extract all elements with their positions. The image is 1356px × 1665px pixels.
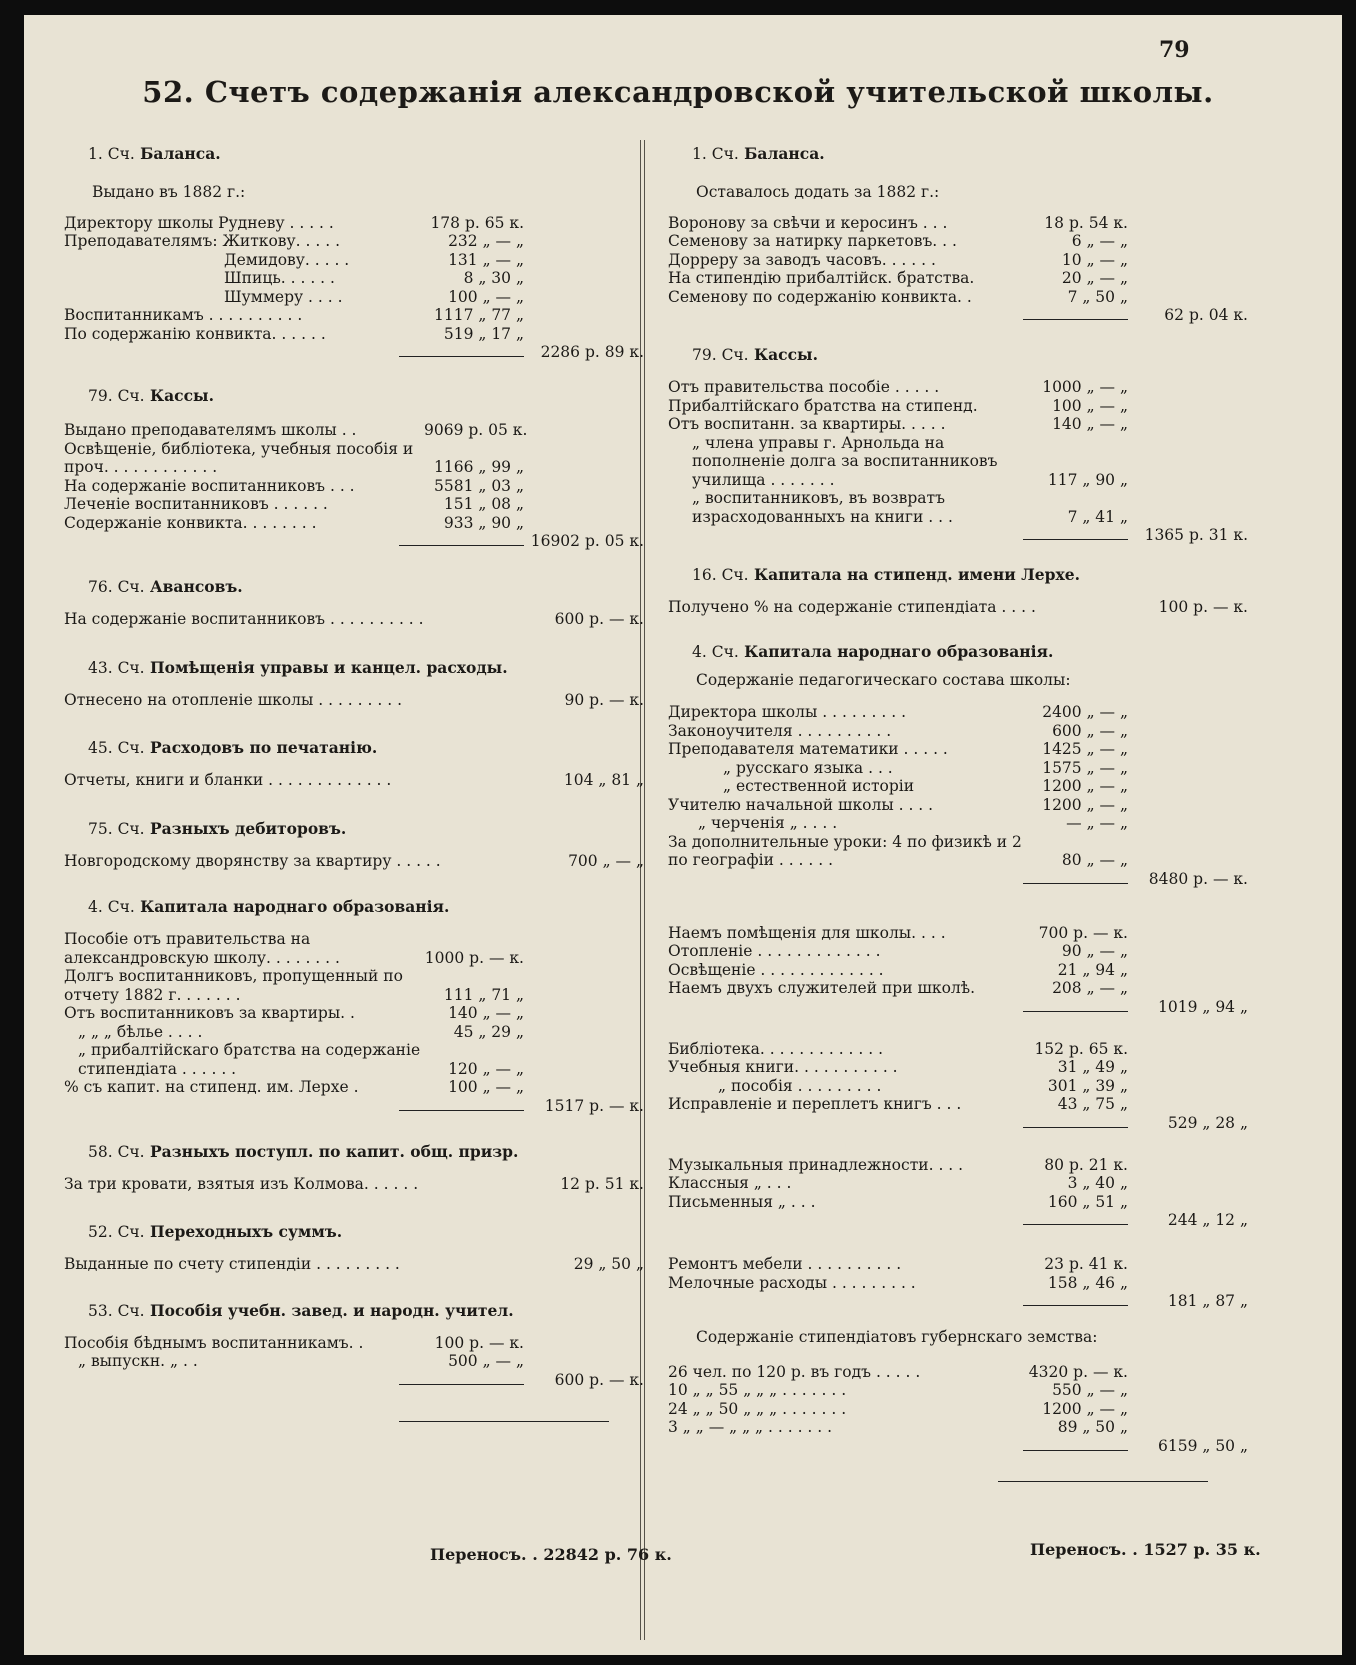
section-heading: 76. Сч. Авансовъ. (88, 577, 243, 596)
ledger-row: Законоучителя . . . . . . . . . . 600 „ — „ (668, 721, 1128, 740)
left-section-transit (64, 1223, 644, 1274)
carry-rule (399, 1421, 609, 1422)
subtotal-row (668, 1292, 1248, 1312)
right-section-cash (668, 346, 1248, 546)
ledger-row: Мелочные расходы . . . . . . . . . 158 „ 46 „ (668, 1273, 1128, 1292)
subtotal-row (668, 1114, 1248, 1134)
ledger-row: Прибалтійскаго братства на стипенд. 100 „ — „ (668, 396, 1128, 415)
ledger-row: Шпиць. . . . . . 8 „ 30 „ (224, 269, 524, 287)
subtotal: 529 „ 28 „ (1167, 1113, 1248, 1132)
ledger-row: Наемъ двухъ служителей при школѣ. 208 „ — „ (668, 979, 1128, 997)
ledger-row: Отчеты, книги и бланки . . . . . . . . . . . . . 104 „ 81 „ (64, 771, 644, 789)
ledger-row: Музыкальныя принадлежности. . . . 80 р. 21 к. (668, 1155, 1128, 1174)
ledger-row: Классныя „ . . . 3 „ 40 „ (668, 1174, 1128, 1192)
section-heading: 58. Сч. Разныхъ поступл. по капит. общ. призр. (88, 1141, 519, 1161)
ledger-row: Выдано преподавателямъ школы . . 9069 р. 05 к. (64, 421, 528, 439)
ledger-row: 3 „ „ — „ „ „ . . . . . . . 89 „ 50 „ (668, 1418, 1128, 1436)
right-section-education-capital (668, 643, 1248, 1457)
section-heading: 52. Сч. Переходныхъ суммъ. (88, 1222, 343, 1241)
ledger-row: Долгъ воспитанниковъ, пропущенный по отчету 1882 г. . . . . . . 111 „ 71 „ (64, 967, 524, 1004)
ledger-row: „ выпускн. „ . . 500 „ — „ (78, 1352, 524, 1370)
left-section-balance (64, 145, 644, 363)
section-total: 2286 р. 89 к. (540, 343, 644, 361)
ledger-row: „ „ „ бѣлье . . . . 45 „ 29 „ (78, 1022, 524, 1041)
subtotal: 6159 „ 50 „ (1157, 1436, 1248, 1455)
ledger-row: Отнесено на отопленіе школы . . . . . . . . . 90 р. — к. (64, 690, 644, 709)
left-section-debtors (64, 820, 644, 871)
right-section-balance (668, 145, 1248, 326)
ledger-row: Воронову за свѣчи и керосинъ . . . 18 р. 54 к. (668, 213, 1128, 232)
left-carry-forward: Переносъ. . 22842 р. 76 к. (430, 1545, 672, 1564)
section-heading: 16. Сч. Капитала на стипенд. имени Лерхе. (692, 565, 1080, 584)
right-column (668, 145, 1248, 1482)
section-total: 600 р. — к. (554, 1370, 644, 1389)
ledger-row: За дополнительные уроки: 4 по физикѣ и 2 по географіи . . . . . . 80 „ — „ (668, 832, 1128, 869)
section-total-row (64, 532, 644, 552)
ledger-row: 26 чел. по 120 р. въ годъ . . . . . 4320 р. — к. (668, 1362, 1128, 1381)
section-total-row (64, 343, 644, 363)
subtotal-row (668, 1437, 1248, 1457)
ledger-row: Исправленіе и переплетъ книгъ . . . 43 „ 75 „ (668, 1095, 1128, 1113)
subtotal-row (668, 1211, 1248, 1231)
section-total-row (64, 1097, 644, 1117)
ledger-row: „ воспитанниковъ, въ возвратъ израсходованныхъ на книги . . . 7 „ 41 „ (692, 489, 1128, 526)
ledger-row: Пособія бѣднымъ воспитанникамъ. . 100 р. — к. (64, 1333, 524, 1352)
section-heading: 43. Сч. Помѣщенія управы и канцел. расходы. (88, 657, 508, 677)
subtotal-row (668, 870, 1248, 890)
section-heading: 45. Сч. Расходовъ по печатанію. (88, 738, 378, 757)
section-total: 62 р. 04 к. (1164, 306, 1248, 324)
ledger-row: Преподавателямъ: Житкову. . . . . 232 „ — „ (64, 232, 524, 250)
left-section-grants (64, 1302, 644, 1391)
ledger-row: Демидову. . . . . 131 „ — „ (224, 250, 524, 269)
section-total-row (668, 306, 1248, 326)
section-heading: 75. Сч. Разныхъ дебиторовъ. (88, 818, 347, 838)
ledger-row: Освѣщеніе, библіотека, учебныя пособія и проч. . . . . . . . . . . . 1166 „ 99 „ (64, 439, 524, 476)
left-section-printing (64, 739, 644, 790)
ledger-row: Отъ воспитанниковъ за квартиры. . 140 „ — „ (64, 1004, 524, 1022)
left-section-education-capital (64, 898, 644, 1117)
section-heading: 1. Сч. Баланса. (88, 144, 221, 163)
ledger-row: Дорреру за заводъ часовъ. . . . . . 10 „ — „ (668, 250, 1128, 269)
ledger-row: Библіотека. . . . . . . . . . . . . 152 р. 65 к. (668, 1039, 1128, 1058)
right-carry-forward: Переносъ. . 1527 р. 35 к. (1030, 1540, 1261, 1559)
ledger-row: Наемъ помѣщенія для школы. . . . 700 р. — к. (668, 923, 1128, 942)
section-total: 16902 р. 05 к. (530, 532, 644, 550)
left-section-welfare (64, 1143, 644, 1194)
ledger-row: Отъ воспитанн. за квартиры. . . . . 140 „ — „ (668, 415, 1128, 433)
ledger-row: Письменныя „ . . . 160 „ 51 „ (668, 1192, 1128, 1211)
ledger-row: „ члена управы г. Арнольда на пополненіе долга за воспитанниковъ училища . . . . . . . 117 „ 90 „ (692, 433, 1128, 489)
subtotal: 8480 р. — к. (1148, 869, 1248, 888)
section-subheading: Оставалось додать за 1882 г.: (696, 183, 940, 201)
ledger-row: „ пособія . . . . . . . . . 301 „ 39 „ (718, 1076, 1128, 1095)
ledger-row: 10 „ „ 55 „ „ „ . . . . . . . 550 „ — „ (668, 1381, 1128, 1399)
ledger-row: Директора школы . . . . . . . . . 2400 „ — „ (668, 703, 1128, 721)
ledger-row: Выданные по счету стипендіи . . . . . . . . . 29 „ 50 „ (64, 1255, 644, 1273)
ledger-row: Учебныя книги. . . . . . . . . . . 31 „ 49 „ (668, 1058, 1128, 1076)
left-section-cash (64, 387, 644, 552)
ledger-row: Семенову за натирку паркетовъ. . . 6 „ — „ (668, 232, 1128, 250)
section-heading: 1. Сч. Баланса. (692, 144, 825, 163)
section-total: 1517 р. — к. (544, 1096, 644, 1115)
subtotal-row (668, 998, 1248, 1018)
ledger-row: „ черченія „ . . . . — „ — „ (698, 814, 1128, 832)
section-subheading: Выдано въ 1882 г.: (92, 183, 246, 201)
left-section-premises (64, 659, 644, 710)
ledger-row: На содержаніе воспитанниковъ . . . 5581 „ 03 „ (64, 476, 524, 495)
section-heading: 79. Сч. Кассы. (692, 345, 818, 364)
section-total-row (668, 526, 1248, 546)
ledger-row: Новгородскому дворянству за квартиру . . . . . 700 „ — „ (64, 851, 644, 870)
section-heading: 4. Сч. Капитала народнаго образованія. (88, 897, 450, 916)
section-subheading: Содержаніе педагогическаго состава школы: (696, 670, 1071, 689)
carry-rule (998, 1481, 1208, 1482)
ledger-row: 24 „ „ 50 „ „ „ . . . . . . . 1200 „ — „ (668, 1399, 1128, 1418)
ledger-row: За три кровати, взятыя изъ Колмова. . . . . . 12 р. 51 к. (64, 1174, 644, 1193)
subtotal: 244 „ 12 „ (1167, 1211, 1248, 1229)
ledger-row: На стипендію прибалтійск. братства. 20 „ — „ (668, 269, 1128, 287)
section-total-row (64, 1371, 644, 1391)
ledger-row: Освѣщеніе . . . . . . . . . . . . . 21 „ 94 „ (668, 960, 1128, 979)
document-title: 52. Счетъ содержанія александровской учительской школы. (142, 75, 1214, 109)
page-number: 79 (1159, 37, 1190, 63)
ledger-row: Леченіе воспитанниковъ . . . . . . 151 „ 08 „ (64, 495, 524, 513)
section-heading: 4. Сч. Капитала народнаго образованія. (692, 641, 1054, 661)
left-section-advances (64, 578, 644, 629)
ledger-row: „ прибалтійскаго братства на содержаніе стипендіата . . . . . . 120 „ — „ (78, 1041, 524, 1078)
ledger-row: Директору школы Рудневу . . . . . 178 р. 65 к. (64, 213, 524, 232)
ledger-row: Учителю начальной школы . . . . 1200 „ — „ (668, 795, 1128, 814)
section-heading: 79. Сч. Кассы. (88, 386, 214, 405)
ledger-row: Отопленіе . . . . . . . . . . . . . 90 „ — „ (668, 942, 1128, 960)
ledger-row: Семенову по содержанію конвикта. . 7 „ 50 „ (668, 287, 1128, 306)
section-subheading: Содержаніе стипендіатовъ губернскаго земства: (696, 1328, 1098, 1346)
ledger-row: Содержаніе конвикта. . . . . . . . 933 „ 90 „ (64, 513, 524, 532)
ledger-row: „ русскаго языка . . . 1575 „ — „ (723, 758, 1128, 777)
ledger-row: На содержаніе воспитанниковъ . . . . . . . . . . 600 р. — к. (64, 610, 644, 628)
subtotal: 181 „ 87 „ (1167, 1292, 1248, 1310)
left-column (64, 145, 644, 1422)
section-heading: 53. Сч. Пособія учебн. завед. и народн. учител. (88, 1300, 514, 1320)
ledger-row: Преподавателя математики . . . . . 1425 „ — „ (668, 740, 1128, 758)
ledger-row: Отъ правительства пособіе . . . . . 1000 „ — „ (668, 378, 1128, 396)
right-section-scholarship (668, 566, 1248, 617)
ledger-row: Ремонтъ мебели . . . . . . . . . . 23 р. 41 к. (668, 1255, 1128, 1273)
section-total: 1365 р. 31 к. (1144, 526, 1248, 544)
subtotal: 1019 „ 94 „ (1157, 997, 1248, 1016)
ledger-row: % съ капит. на стипенд. им. Лерхе . 100 „ — „ (64, 1078, 524, 1096)
ledger-row: По содержанію конвикта. . . . . . 519 „ 17 „ (64, 324, 524, 343)
ledger-row: Воспитанникамъ . . . . . . . . . . 1117 „ 77 „ (64, 306, 524, 324)
ledger-row: Получено % на содержаніе стипендіата . . . . 100 р. — к. (668, 598, 1248, 616)
ledger-row: Шуммеру . . . . 100 „ — „ (224, 287, 524, 306)
ledger-row: „ естественной исторіи 1200 „ — „ (723, 777, 1128, 795)
ledger-row: Пособіе отъ правительства на александровскую школу. . . . . . . . 1000 р. — к. (64, 930, 524, 967)
